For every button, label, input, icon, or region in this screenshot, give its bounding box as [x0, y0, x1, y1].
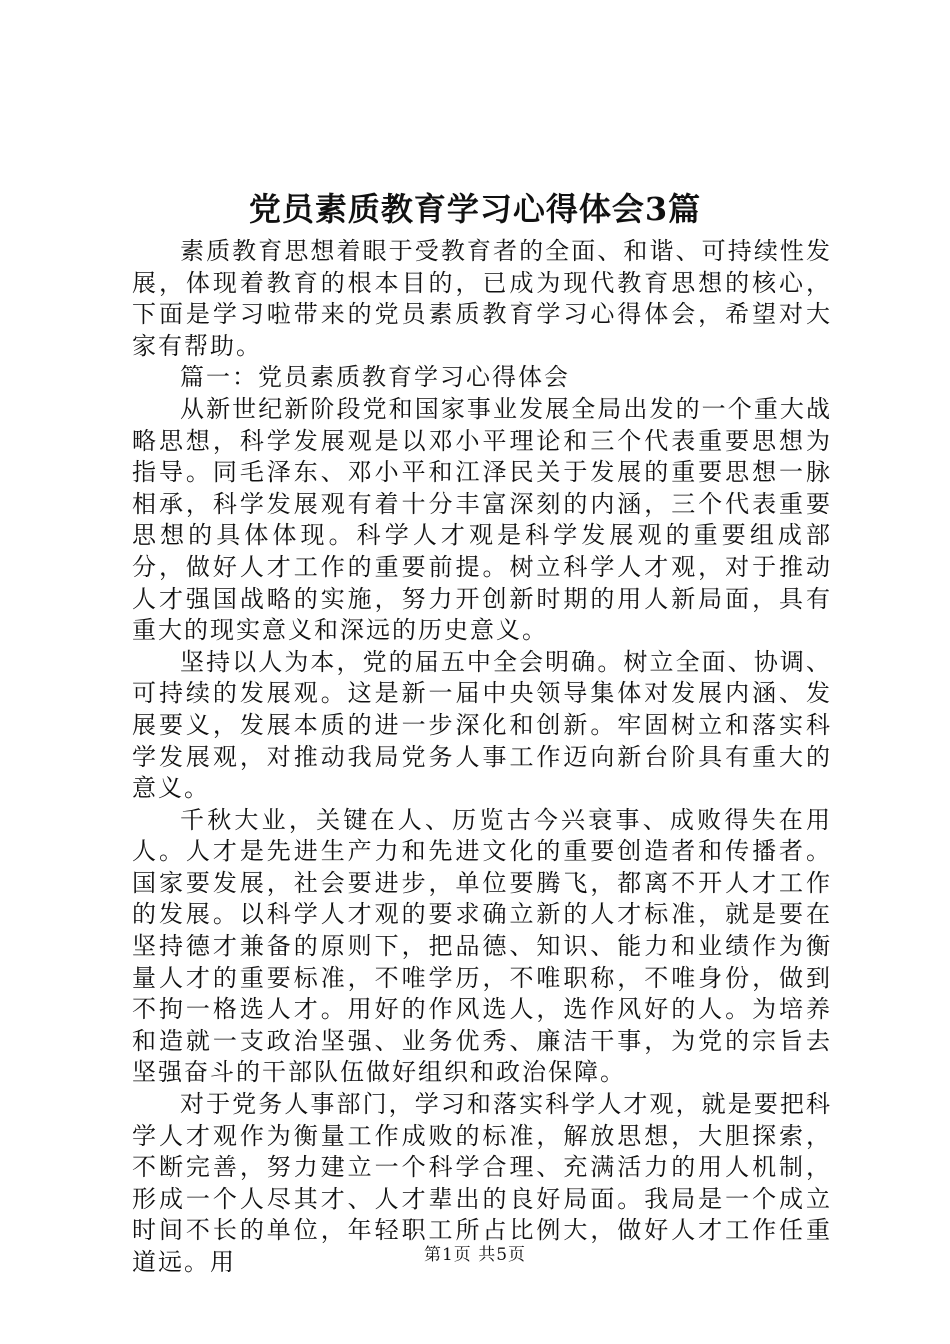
body-paragraph: 坚持以人为本，党的届五中全会明确。树立全面、协调、可持续的发展观。这是新一届中央领导集体对发展内涵、发展要义，发展本质的进一步深化和创新。牢固树立和落实科学发展观，对推动我局党务人事工作迈向新台阶具有重大的意义。 — [132, 647, 832, 803]
section-heading: 篇一：党员素质教育学习心得体会 — [180, 363, 570, 392]
document-body — [132, 236, 832, 1279]
intro-paragraph: 素质教育思想着眼于受教育者的全面、和谐、可持续性发展，体现着教育的根本目的，已成为现代教育思想的核心，下面是学习啦带来的党员素质教育学习心得体会，希望对大家有帮助。 — [132, 237, 832, 360]
body-paragraph: 从新世纪新阶段党和国家事业发展全局出发的一个重大战略思想，科学发展观是以邓小平理论和三个代表重要思想为指导。同毛泽东、邓小平和江泽民关于发展的重要思想一脉相承，科学发展观有着十分丰富深刻的内涵，三个代表重要思想的具体体现。科学人才观是科学发展观的重要组成部分，做好人才工作的重要前提。树立科学人才观，对于推动人才强国战略的实施，努力开创新时期的用人新局面，具有重大的现实意义和深远的历史意义。 — [132, 394, 832, 645]
body-paragraph: 千秋大业，关键在人、历览古今兴衰事、成败得失在用人。人才是先进生产力和先进文化的重要创造者和传播者。国家要发展，社会要进步，单位要腾飞，都离不开人才工作的发展。以科学人才观的要求确立新的人才标准，就是要在坚持德才兼备的原则下，把品德、知识、能力和业绩作为衡量人才的重要标准，不唯学历，不唯职称，不唯身份，做到不拘一格选人才。用好的作风选人，选作风好的人。为培养和造就一支政治坚强、业务优秀、廉洁干事，为党的宗旨去坚强奋斗的干部队伍做好组织和政治保障。 — [132, 805, 832, 1087]
page-number-footer: 第1页 共5页 — [423, 1245, 527, 1265]
document-title: 党员素质教育学习心得体会3篇 — [248, 190, 702, 228]
body-paragraph: 对于党务人事部门，学习和落实科学人才观，就是要把科学人才观作为衡量工作成败的标准，解放思想，大胆探索，不断完善，努力建立一个科学合理、充满活力的用人机制，形成一个人尽其才、人才辈出的良好局面。我局是一个成立时间不长的单位，年轻职工所占比例大，做好人才工作任重道远。用 — [132, 1090, 832, 1276]
